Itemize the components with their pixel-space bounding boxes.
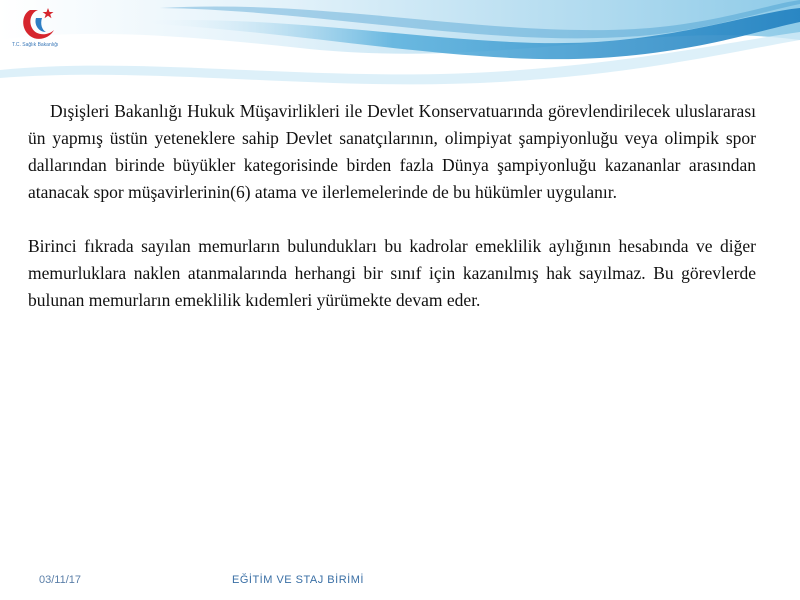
- header-wave-banner: [0, 0, 800, 90]
- crescent-star-icon: [8, 4, 72, 44]
- logo-caption: T.C. Sağlık Bakanlığı: [12, 42, 59, 48]
- paragraph-2: Birinci fıkrada sayılan memurların bulundukları bu kadrolar emeklilik aylığının hesabında ve diğer memurluklara naklen atanmalarında herhangi bir sınıf için kazanılmış hak sayılmaz. Bu görevlerde bulunan memurların emeklilik kıdemleri yürümekte devam eder.: [28, 236, 756, 310]
- footer-unit-name: EĞİTİM VE STAJ BİRİMİ: [232, 574, 364, 586]
- paragraph-1: Dışişleri Bakanlığı Hukuk Müşavirlikleri ile Devlet Konservatuarında görevlendirilecek uluslararası ün yapmış üstün yeteneklere sahip Devlet sanatçılarının, olimpiyat şampiyonluğu veya olimpik spor dallarından birinde büyükler kategorisinde birden fazla Dünya şampiyonluğu kazananlar arasından atanacak spor müşavirlerinin(6) atama ve ilerlemelerinde de bu hükümler uygulanır.: [28, 101, 756, 202]
- ministry-logo: [8, 4, 72, 66]
- main-text: [28, 98, 756, 314]
- footer-date: 03/11/17: [39, 574, 82, 586]
- wave-decoration: [0, 0, 800, 90]
